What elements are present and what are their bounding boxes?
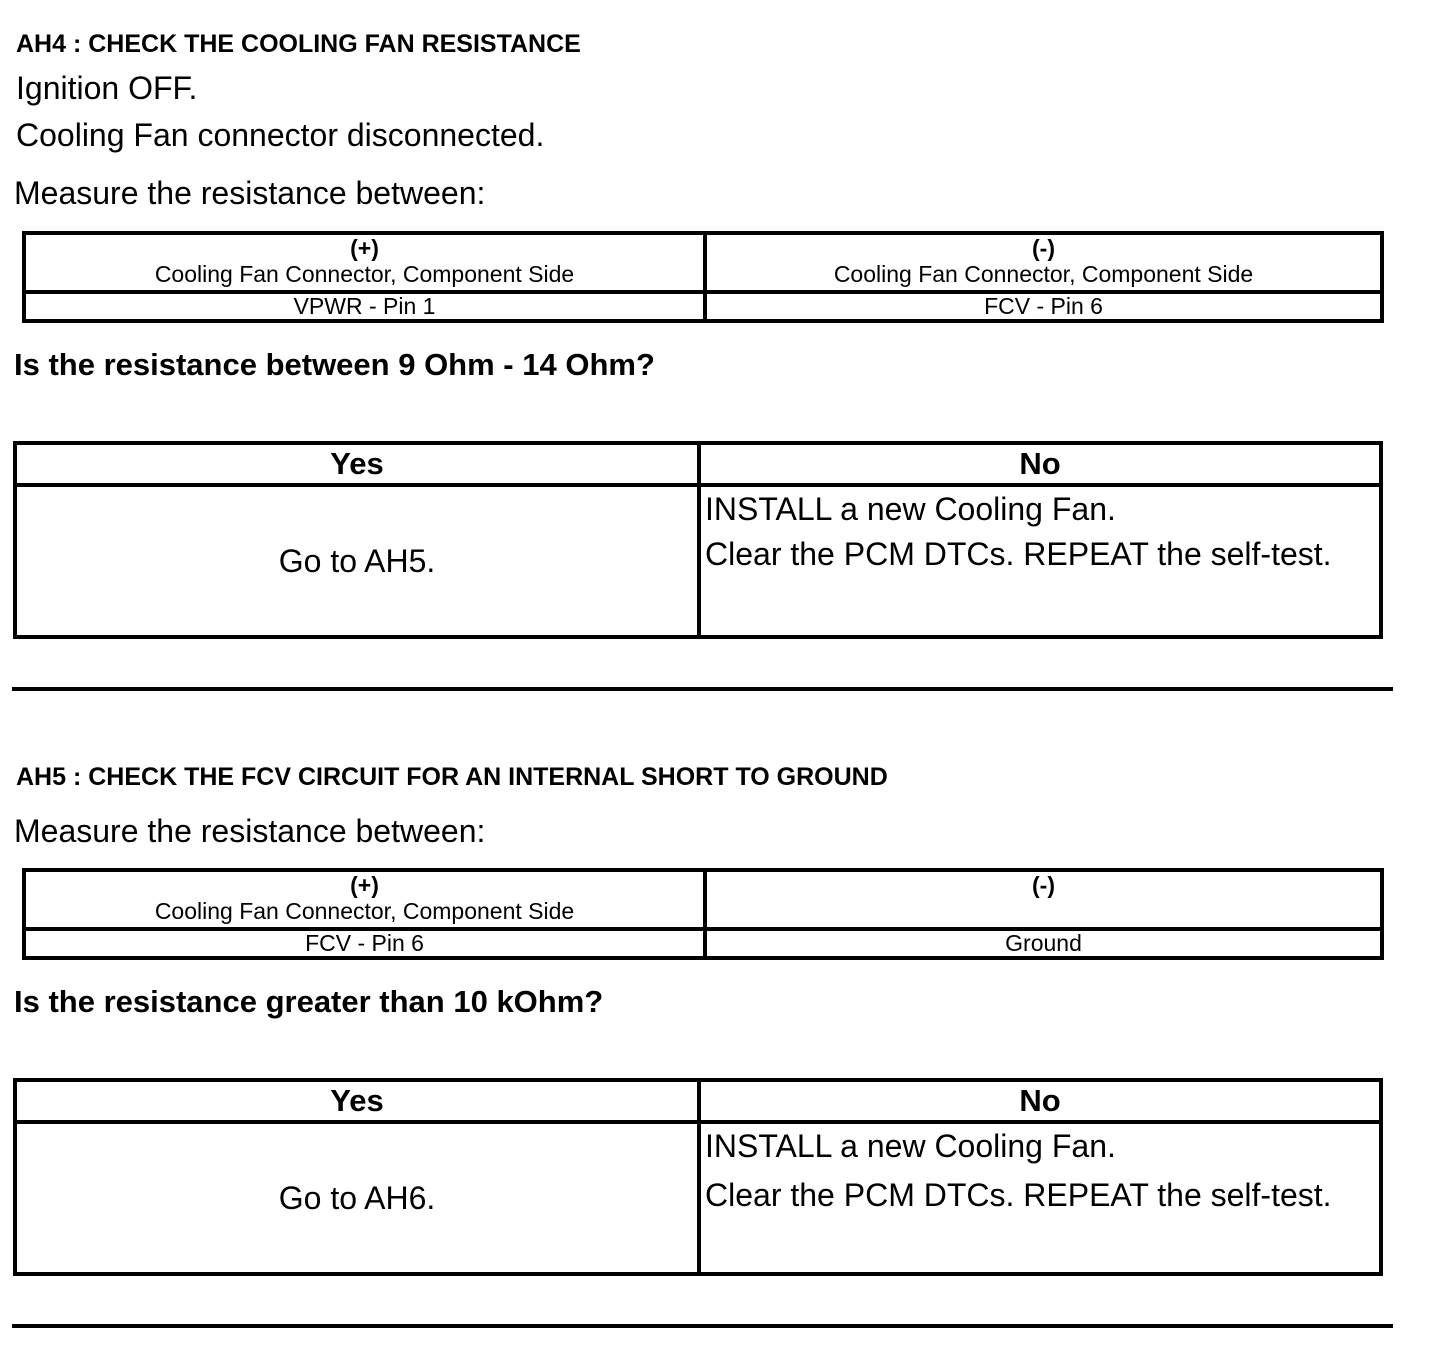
ah4-title: AH4 : CHECK THE COOLING FAN RESISTANCE [16, 30, 581, 58]
ah5-minus-header [705, 870, 1382, 929]
ah5-no-line-clear: Clear the PCM DTCs. REPEAT the self-test. [705, 1177, 1332, 1213]
ah4-yes-action: Go to AH5. [15, 485, 699, 637]
plus-description: Cooling Fan Connector, Component Side [154, 261, 575, 287]
ah5-title: AH5 : CHECK THE FCV CIRCUIT FOR AN INTERNAL SHORT TO GROUND [16, 763, 888, 791]
ah4-question: Is the resistance between 9 Ohm - 14 Ohm? [14, 347, 655, 382]
plus-description: Cooling Fan Connector, Component Side [154, 898, 575, 924]
section-divider [12, 1324, 1393, 1328]
ah5-yes-action: Go to AH6. [15, 1122, 699, 1274]
ah4-minus-value: FCV - Pin 6 [705, 292, 1382, 321]
minus-description: Cooling Fan Connector, Component Side [833, 261, 1254, 287]
ah4-plus-header [24, 233, 705, 292]
ah5-plus-header [24, 870, 705, 929]
ah4-measure-label: Measure the resistance between: [14, 175, 486, 211]
ah5-no-line-install: INSTALL a new Cooling Fan. [705, 1128, 1116, 1164]
ah5-question: Is the resistance greater than 10 kOhm? [14, 984, 604, 1019]
ah5-measurement-table [22, 868, 1384, 960]
ah4-yes-header: Yes [15, 443, 699, 485]
ah5-no-action [699, 1122, 1381, 1274]
ah5-measure-label: Measure the resistance between: [14, 813, 486, 849]
ah4-measurement-table [22, 231, 1384, 323]
ah4-no-line-install: INSTALL a new Cooling Fan. [705, 491, 1116, 527]
ah4-outcome-table [13, 441, 1383, 639]
ah4-no-line-clear: Clear the PCM DTCs. REPEAT the self-test. [705, 536, 1332, 572]
minus-sign: (-) [1032, 235, 1055, 261]
ah5-no-header: No [699, 1080, 1381, 1122]
ah5-minus-value: Ground [705, 929, 1382, 958]
ah5-outcome-table [13, 1078, 1383, 1276]
plus-sign: (+) [350, 235, 379, 261]
ah4-minus-header [705, 233, 1382, 292]
ah4-step-ignition: Ignition OFF. [16, 70, 198, 106]
ah5-plus-value: FCV - Pin 6 [24, 929, 705, 958]
ah4-plus-value: VPWR - Pin 1 [24, 292, 705, 321]
plus-sign: (+) [350, 872, 379, 898]
minus-sign: (-) [1032, 872, 1055, 898]
section-divider [12, 687, 1393, 691]
ah4-step-connector: Cooling Fan connector disconnected. [16, 117, 545, 153]
ah4-no-header: No [699, 443, 1381, 485]
ah5-yes-header: Yes [15, 1080, 699, 1122]
ah4-no-action [699, 485, 1381, 637]
